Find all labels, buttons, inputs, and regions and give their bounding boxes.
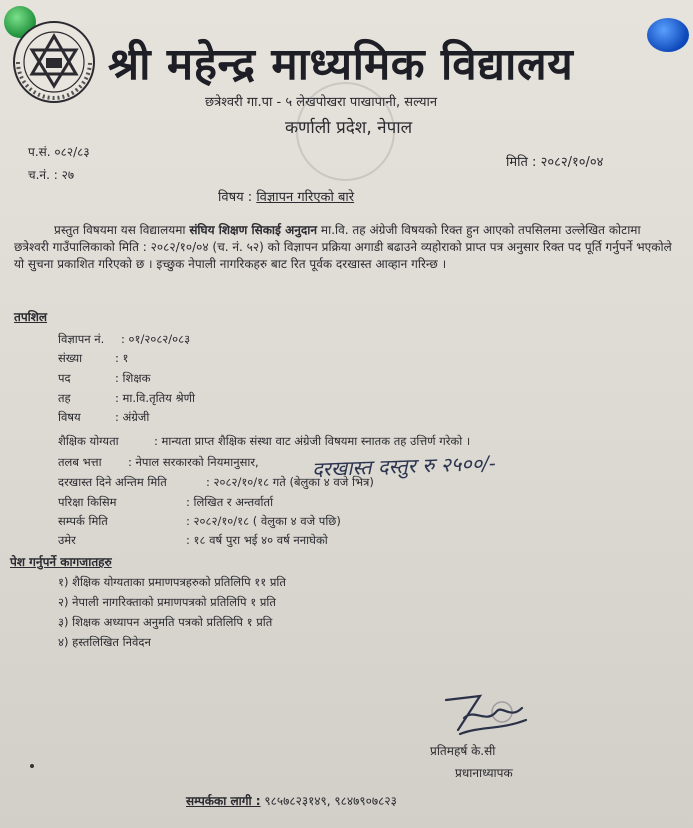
body-text: मा.वि. तह अंग्रेजी विषयको रिक्त हुन आएको तपसिलमा उल्लेखित कोटामा छत्रेश्वरी गाउँपालिकाको मिति : २०८२/१०/०४ (च. नं. ५२) को विज्ञापन प्रक्रिया अगाडी बढाउने व्यहोराको प्राप्त पत्र अनुसार रिक्त पद पूर्ति गर्नुपर्ने भएकोले यो सुचना प्रकाशित गरिएको छ । इच्छुक नेपाली नागरिकहरु बाट रित पूर्वक दरखास्त आव्हान गरिन्छ । (14, 223, 672, 271)
detail-value: : मान्यता प्राप्त शैक्षिक संस्था वाट अंग्रेजी विषयमा स्नातक तह उत्तिर्ण गरेको । (154, 434, 471, 448)
detail-label: विषय (58, 410, 81, 424)
ink-dot (30, 764, 34, 768)
detail-label: विज्ञापन नं. (58, 332, 105, 346)
contact-label: सम्पर्कका लागी : (186, 794, 261, 808)
body-program-name: संघिय शिक्षण सिकाई अनुदान (189, 223, 318, 237)
school-name: श्री महेन्द्र माध्यमिक विद्यालय (108, 39, 574, 90)
detail-value: : लिखित र अन्तर्वार्ता (186, 495, 274, 509)
detail-label: शैक्षिक योग्यता (58, 434, 119, 448)
details-heading: तपशिल (14, 310, 48, 324)
province-line: कर्णाली प्रदेश, नेपाल (285, 118, 413, 138)
principal-signature (440, 690, 530, 738)
subject-line (218, 187, 354, 205)
detail-label: संख्या (58, 351, 83, 365)
contact-line (186, 792, 397, 809)
signer-name: प्रतिमहर्ष के.सी (430, 744, 496, 758)
detail-value: : १८ वर्ष पुरा भई ४० वर्ष ननाघेको (186, 533, 328, 547)
detail-value: : नेपाल सरकारको नियमानुसार, (128, 455, 259, 469)
school-logo (12, 20, 96, 104)
detail-value: : २०८२/१०/१८ गते (बेलुका ४ वजे भित्र) (206, 475, 374, 489)
letter-date: मिति : २०८२/१०/०४ (506, 155, 604, 170)
document-item: ४) हस्तलिखित निवेदन (58, 635, 151, 649)
detail-label: तह (58, 391, 71, 405)
notice-body (14, 222, 674, 273)
contact-numbers: ९८५७८२३१४९, ९८४७९०७८२३ (264, 794, 397, 808)
body-intro: प्रस्तुत विषयमा यस विद्यालयमा (54, 223, 186, 237)
detail-value: : शिक्षक (115, 371, 151, 385)
faint-seal-stamp (296, 82, 395, 181)
detail-label: तलब भत्ता (58, 455, 102, 469)
detail-label: पद (58, 371, 71, 385)
documents-heading: पेश गर्नुपर्ने कागजातहरु (10, 555, 112, 569)
document-item: ३) शिक्षक अध्यापन अनुमति पत्रको प्रतिलिपि १ प्रति (58, 615, 273, 629)
detail-label: उमेर (58, 533, 76, 547)
detail-label: परिक्षा किसिम (58, 495, 117, 509)
subject-label: विषय : (218, 190, 253, 205)
signer-role: प्रधानाध्यापक (455, 766, 513, 780)
subject-text: विज्ञापन गरिएको बारे (256, 190, 355, 205)
detail-value: : ०१/२०८२/०८३ (121, 332, 191, 346)
dispatch-number: च.नं. : २७ (28, 168, 75, 182)
detail-label: दरखास्त दिने अन्तिम मिति (58, 475, 167, 489)
letter-reference-number: प.सं. ०८२/८३ (28, 145, 90, 159)
detail-value: : मा.वि.तृतिय श्रेणी (115, 391, 195, 405)
detail-value: : १ (115, 351, 129, 365)
detail-label: सम्पर्क मिति (58, 514, 108, 528)
detail-value: : २०८२/१०/१८ ( वेलुका ४ वजे पछि) (186, 514, 341, 528)
document-item: २) नेपाली नागरिक्ताको प्रमाणपत्रको प्रतिलिपि १ प्रति (58, 595, 276, 609)
blue-pushpin-icon (647, 18, 689, 52)
school-address: छत्रेश्वरी गा.पा - ५ लेखपोखरा पाखापानी, सल्यान (205, 95, 438, 110)
handwritten-application-fee: दरखास्त दस्तुर रु २५००/- (311, 450, 497, 482)
detail-value: : अंग्रेजी (115, 410, 150, 424)
document-item: १) शैक्षिक योग्यताका प्रमाणपत्रहरुको प्रतिलिपि ११ प्रति (58, 575, 286, 589)
